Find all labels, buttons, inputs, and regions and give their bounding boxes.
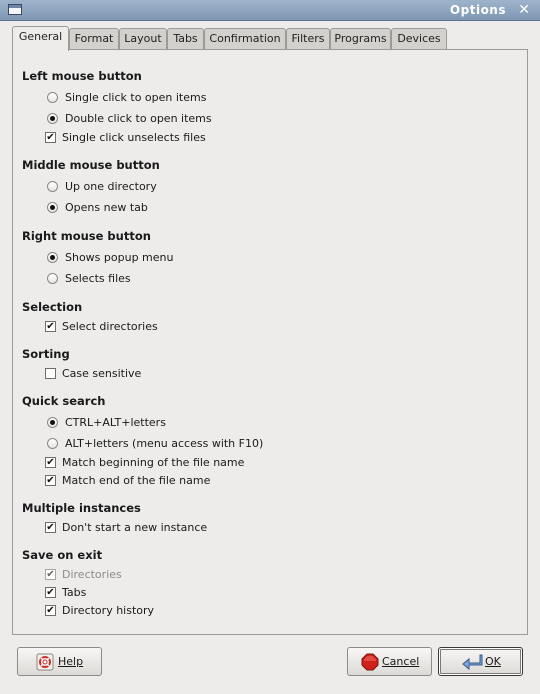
checkbox[interactable]: ✔ <box>46 321 55 332</box>
window-icon[interactable] <box>8 4 22 15</box>
check-label: Don't start a new instance <box>62 521 208 534</box>
radio-indicator[interactable] <box>47 273 58 284</box>
radio-indicator[interactable] <box>47 438 58 449</box>
tab-general[interactable]: General <box>12 26 69 51</box>
check-label: Directory history <box>62 604 155 617</box>
check-label: Case sensitive <box>62 367 142 380</box>
section-save-on-exit: Save on exit <box>22 548 103 562</box>
section-multiple-instances: Multiple instances <box>22 501 141 515</box>
ok-button[interactable] <box>438 647 523 676</box>
radio-label: Up one directory <box>65 180 157 193</box>
checkbox[interactable]: ✔ <box>46 587 55 598</box>
checkbox[interactable] <box>45 368 56 379</box>
ok-button-label: OK <box>485 655 501 668</box>
section-sorting: Sorting <box>22 347 70 361</box>
section-left-mouse: Left mouse button <box>22 69 142 83</box>
radio-label: Selects files <box>65 272 131 285</box>
radio-label: Shows popup menu <box>65 251 174 264</box>
help-button-label: Help <box>58 655 84 668</box>
window-titlebar <box>0 0 540 21</box>
check-label: Match beginning of the file name <box>62 456 245 469</box>
radio-indicator[interactable] <box>47 113 58 124</box>
close-icon[interactable]: ✕ <box>518 2 530 18</box>
tab-devices[interactable]: Devices <box>391 28 447 49</box>
check-label: Single click unselects files <box>62 131 206 144</box>
checkbox[interactable]: ✔ <box>46 605 55 616</box>
section-right-mouse: Right mouse button <box>22 229 151 243</box>
radio-indicator[interactable] <box>47 202 58 213</box>
radio-label: Double click to open items <box>65 112 212 125</box>
check-label: Tabs <box>62 586 87 599</box>
radio-indicator[interactable] <box>47 417 58 428</box>
cancel-button-label: Cancel <box>382 655 420 668</box>
tab-confirmation[interactable]: Confirmation <box>204 28 286 49</box>
check-label: Match end of the file name <box>62 474 211 487</box>
checkbox[interactable]: ✔ <box>46 475 55 486</box>
tab-programs[interactable]: Programs <box>330 28 391 49</box>
check-label: Directories <box>62 568 122 581</box>
section-selection: Selection <box>22 300 83 314</box>
radio-indicator[interactable] <box>47 181 58 192</box>
tab-format[interactable]: Format <box>69 28 119 49</box>
radio-label: Opens new tab <box>65 201 148 214</box>
check-label: Select directories <box>62 320 158 333</box>
tab-tabs[interactable]: Tabs <box>167 28 204 49</box>
checkbox[interactable]: ✔ <box>46 132 55 143</box>
section-middle-mouse: Middle mouse button <box>22 158 160 172</box>
radio-label: Single click to open items <box>65 91 207 104</box>
tab-layout[interactable]: Layout <box>119 28 167 49</box>
stop-icon <box>361 653 379 674</box>
radio-indicator[interactable] <box>47 92 58 103</box>
enter-arrow-icon <box>461 653 483 674</box>
help-lifebuoy-icon <box>36 653 54 674</box>
section-quick-search: Quick search <box>22 394 106 408</box>
radio-label: CTRL+ALT+letters <box>65 416 166 429</box>
checkbox: ✔ <box>46 569 55 580</box>
checkbox[interactable]: ✔ <box>46 457 55 468</box>
radio-label: ALT+letters (menu access with F10) <box>65 437 264 450</box>
cancel-button[interactable] <box>347 647 432 676</box>
radio-indicator[interactable] <box>47 252 58 263</box>
checkbox[interactable]: ✔ <box>46 522 55 533</box>
tab-filters[interactable]: Filters <box>286 28 330 49</box>
help-button[interactable] <box>17 647 102 676</box>
window-title: Options <box>449 3 506 17</box>
